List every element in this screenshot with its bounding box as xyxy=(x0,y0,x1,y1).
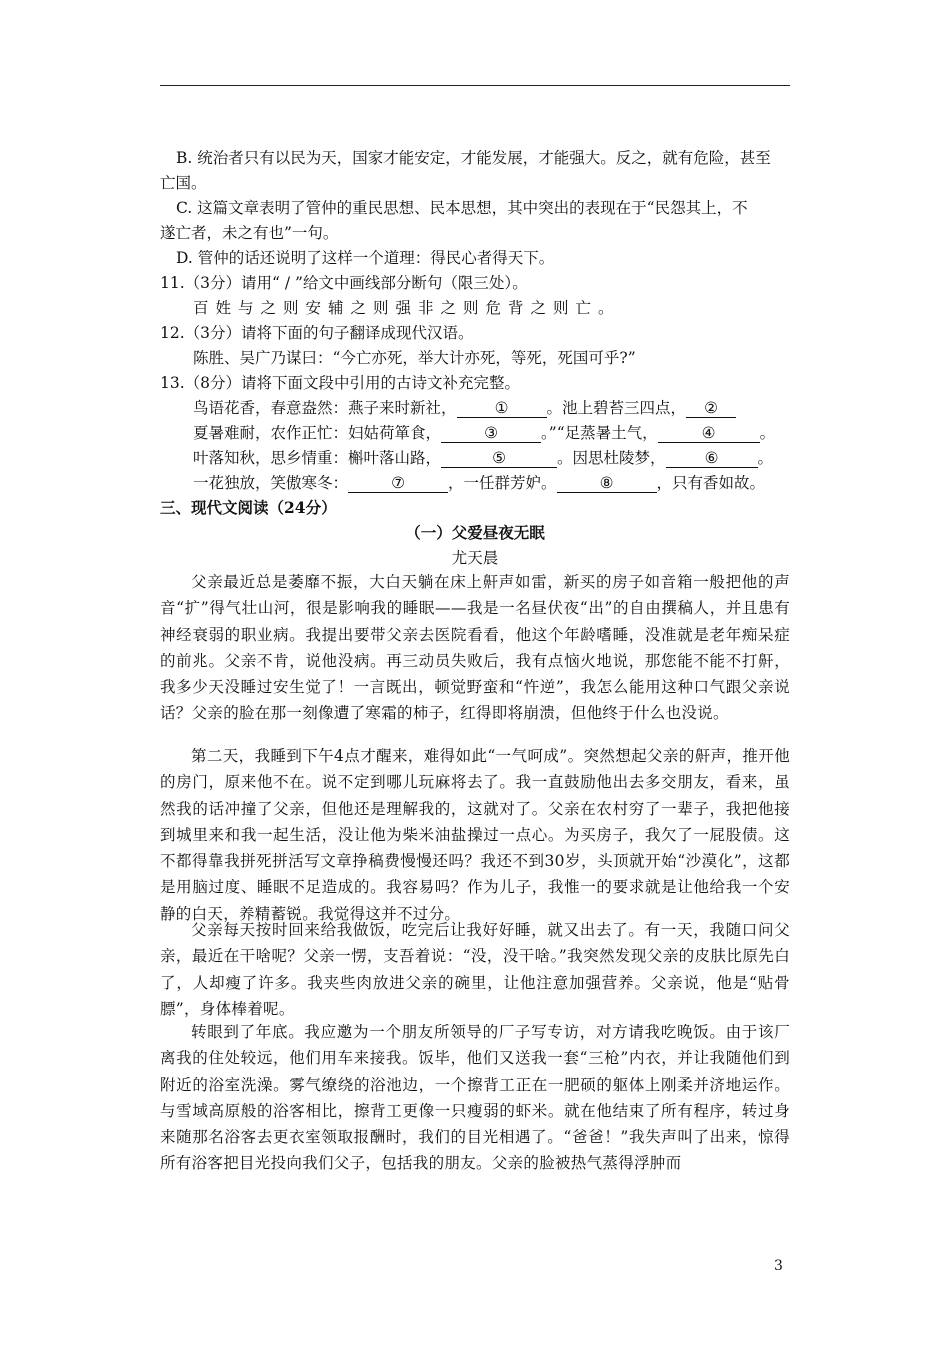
article-title: （一）父爱昼夜无眠 xyxy=(405,523,545,542)
q12-text: 陈胜、吴广乃谋曰：“今亡亦死，举大计亦死，等死，死国可乎?” xyxy=(193,349,636,367)
q12-prompt: 12.（3分）请将下面的句子翻译成现代汉语。 xyxy=(160,324,474,342)
q13-line4 xyxy=(193,472,765,494)
q13-l2-text-c: 。 xyxy=(759,424,776,442)
blank-6[interactable]: ⑥ xyxy=(666,449,758,468)
option-b-line1: B. 统治者只有以民为天，国家才能安定，才能发展，才能强大。反之，就有危险，甚至 xyxy=(176,149,771,167)
section-heading: 三、现代文阅读（24分） xyxy=(160,498,337,517)
blank-5[interactable]: ⑤ xyxy=(441,449,557,468)
q13-l3-text-a: 叶落知秋，思乡情重：槲叶落山路， xyxy=(193,449,442,467)
article-author: 尤天晨 xyxy=(451,549,499,567)
q13-l4-text-b: ，一任群芳妒。 xyxy=(448,474,557,492)
article-paragraph-3: 父亲每天按时回来给我做饭，吃完后让我好好睡，就又出去了。有一天，我随口问父亲，最近在干啥呢？父亲一愣，支吾着说：“没，没干啥。”我突然发现父亲的皮肤比原先白了，人却瘦了许多。我夹些肉放进父亲的碗里，让他注意加强营养。父亲说，他是“贴骨膘”，身体棒着呢。 xyxy=(160,921,790,1018)
page-number: 3 xyxy=(774,1258,783,1274)
blank-8[interactable]: ⑧ xyxy=(557,474,657,493)
q11-text: 百姓与之则安辅之则强非之则危背之则亡。 xyxy=(193,299,621,317)
q13-l2-text-b: 。”“足蒸暑土气， xyxy=(541,424,658,442)
blank-1[interactable]: ① xyxy=(457,399,547,418)
q13-l3-text-c: 。 xyxy=(757,449,774,467)
q13-l2-text-a: 夏暑难耐，农作正忙：妇姑荷箪食， xyxy=(193,424,442,442)
article-paragraph-4: 转眼到了年底。我应邀为一个朋友所领导的厂子写专访，对方请我吃晚饭。由于该厂离我的住处较远，他们用车来接我。饭毕，他们又送我一套“三枪”内衣，并让我随他们到附近的浴室洗澡。雾气缭绕的浴池边，一个擦背工正在一肥硕的躯体上刚柔并济地运作。与雪域高原般的浴客相比，擦背工更像一只瘦弱的虾米。就在他结束了所有程序，转过身来随那名浴客去更衣室领取报酬时，我们的目光相遇了。“爸爸！”我失声叫了出来，惊得所有浴客把目光投向我们父子，包括我的朋友。父亲的脸被热气蒸得浮肿而 xyxy=(160,1023,790,1173)
option-c-line2: 遂亡者，未之有也”一句。 xyxy=(160,224,339,242)
q13-line2 xyxy=(193,422,775,444)
q13-line1 xyxy=(193,397,736,419)
q13-l1-text-a: 鸟语花香，春意盎然：燕子来时新社， xyxy=(193,399,457,417)
q13-l4-text-a: 一花独放，笑傲寒冬： xyxy=(193,474,349,492)
option-c-line1: C. 这篇文章表明了管仲的重民思想、民本思想，其中突出的表现在于“民怨其上，不 xyxy=(176,199,748,217)
q13-l1-text-b: 。池上碧苔三四点， xyxy=(546,399,687,417)
q11-prompt: 11.（3分）请用“ / ”给文中画线部分断句（限三处）。 xyxy=(160,274,528,292)
q13-line3 xyxy=(193,447,773,469)
blank-3[interactable]: ③ xyxy=(441,424,541,443)
q13-l3-text-b: 。因思杜陵梦， xyxy=(557,449,666,467)
article-paragraph-1: 父亲最近总是萎靡不振，大白天躺在床上鼾声如雷，新买的房子如音箱一般把他的声音“扩”得气壮山河，很是影响我的睡眠——我是一名昼伏夜“出”的自由撰稿人，并且患有神经衰弱的职业病。我提出要带父亲去医院看看，他这个年龄嗜睡，没准就是老年痴呆症的前兆。父亲不肯，说他没病。再三动员失败后，我有点恼火地说，那您能不能不打鼾，我多少天没睡过安生觉了！一言既出，顿觉野蛮和“忤逆”，我怎么能用这种口气跟父亲说话？父亲的脸在那一刻像遭了寒霜的柿子，红得即将崩溃，但他终于什么也没说。 xyxy=(160,573,790,723)
option-b-line2: 亡国。 xyxy=(160,174,207,192)
option-d-line1: D. 管仲的话还说明了这样一个道理：得民心者得天下。 xyxy=(176,249,555,267)
blank-7[interactable]: ⑦ xyxy=(348,474,448,493)
header-rule xyxy=(160,85,790,86)
blank-4[interactable]: ④ xyxy=(658,424,760,443)
q13-prompt: 13.（8分）请将下面文段中引用的古诗文补充完整。 xyxy=(160,374,521,392)
article-paragraph-2: 第二天，我睡到下午4点才醒来，难得如此“一气呵成”。突然想起父亲的鼾声，推开他的房门，原来他不在。说不定到哪儿玩麻将去了。我一直鼓励他出去多交朋友，看来，虽然我的话冲撞了父亲，但他还是理解我的，这就对了。父亲在农村穷了一辈子，我把他接到城里来和我一起生活，没让他为柴米油盐操过一点心。为买房子，我欠了一屁股债。这不都得靠我拼死拼活写文章挣稿费慢慢还吗？我还不到30岁，头顶就开始“沙漠化”，这都是用脑过度、睡眠不足造成的。我容易吗？作为儿子，我惟一的要求就是让他给我一个安静的白天，养精蓄锐。我觉得这并不过分。 xyxy=(160,747,790,923)
q13-l4-text-c: ，只有香如故。 xyxy=(656,474,766,492)
blank-2[interactable]: ② xyxy=(686,399,736,418)
